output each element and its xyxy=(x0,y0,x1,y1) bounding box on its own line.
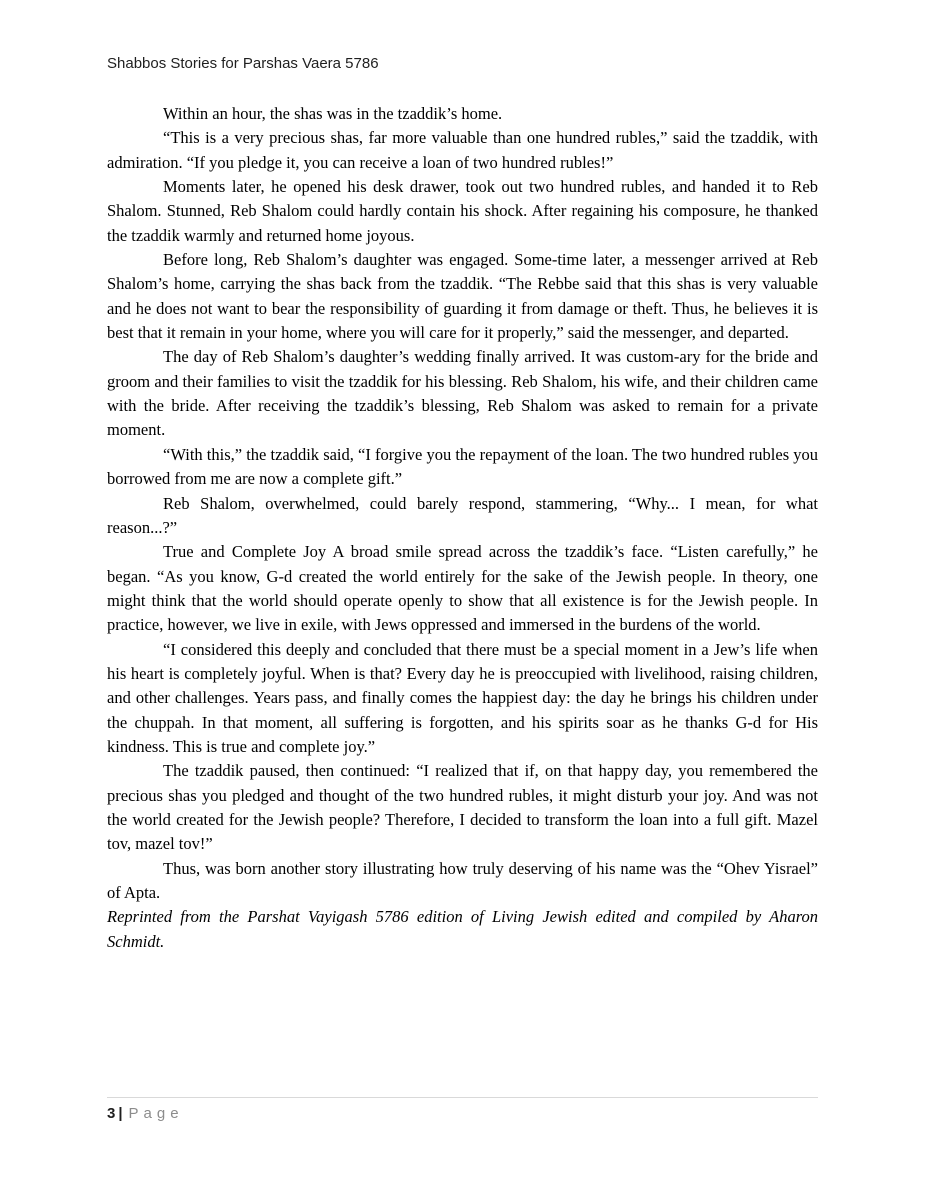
document-body xyxy=(107,102,818,954)
paragraph: True and Complete Joy A broad smile spread across the tzaddik’s face. “Listen carefully,” he began. “As you know, G-d created the world entirely for the sake of the Jewish people. In theory, one might think that the world should operate openly to show that all existence is for the Jewish people. In practice, however, we live in exile, with Jews oppressed and immersed in the burdens of the world. xyxy=(107,542,818,635)
page-footer xyxy=(107,1105,184,1122)
page-number: 3 xyxy=(107,1105,116,1122)
paragraph: Moments later, he opened his desk drawer, took out two hundred rubles, and handed it to Reb Shalom. Stunned, Reb Shalom could hardly contain his shock. After regaining his composure, he thanked the tzaddik warmly and returned home joyous. xyxy=(107,177,818,245)
paragraph: The day of Reb Shalom’s daughter’s wedding finally arrived. It was custom-ary for the bride and groom and their families to visit the tzaddik for his blessing. Reb Shalom, his wife, and their children came with the bride. After receiving the tzaddik’s blessing, Reb Shalom was asked to remain for a private moment. xyxy=(107,347,818,440)
paragraph: Before long, Reb Shalom’s daughter was engaged. Some-time later, a messenger arrived at Reb Shalom’s home, carrying the shas back from the tzaddik. “The Rebbe said that this shas is very valuable and he does not want to bear the responsibility of guarding it from damage or theft. Thus, he believes it is best that it remain in your home, where you will care for it properly,” said the messenger, and departed. xyxy=(107,250,818,343)
page-label: Page xyxy=(128,1105,184,1122)
paragraph: Within an hour, the shas was in the tzaddik’s home. xyxy=(163,104,503,123)
page-header-title: Shabbos Stories for Parshas Vaera 5786 xyxy=(107,55,379,72)
paragraph: “This is a very precious shas, far more valuable than one hundred rubles,” said the tzaddik, with admiration. “If you pledge it, you can receive a loan of two hundred rubles!” xyxy=(107,128,818,172)
paragraph: Thus, was born another story illustrating how truly deserving of his name was the “Ohev Yisrael” of Apta. xyxy=(107,858,818,902)
footer-pipe: | xyxy=(118,1105,123,1122)
paragraph: Reb Shalom, overwhelmed, could barely respond, stammering, “Why... I mean, for what reason...?” xyxy=(107,493,818,537)
paragraph: The tzaddik paused, then continued: “I realized that if, on that happy day, you remembered the precious shas you pledged and thought of the two hundred rubles, it might disturb your joy. And was not the world created for the Jewish people? Therefore, I decided to transform the loan into a full gift. Mazel tov, mazel tov!” xyxy=(107,761,818,854)
paragraph: “With this,” the tzaddik said, “I forgive you the repayment of the loan. The two hundred rubles you borrowed from me are now a complete gift.” xyxy=(107,444,818,489)
paragraph: “I considered this deeply and concluded that there must be a special moment in a Jew’s life when his heart is completely joyful. When is that? Every day he is preoccupied with livelihood, raising children, and other challenges. Years pass, and finally comes the happiest day: the day he brings his children under the chuppah. In that moment, all suffering is forgotten, and his spirits soar as he thanks G-d for His kindness. This is true and complete joy.” xyxy=(107,639,818,756)
footer-divider xyxy=(107,1097,818,1098)
attribution-line: Reprinted from the Parshat Vayigash 5786 edition of Living Jewish edited and compiled by Aharon Schmidt. xyxy=(107,907,818,951)
